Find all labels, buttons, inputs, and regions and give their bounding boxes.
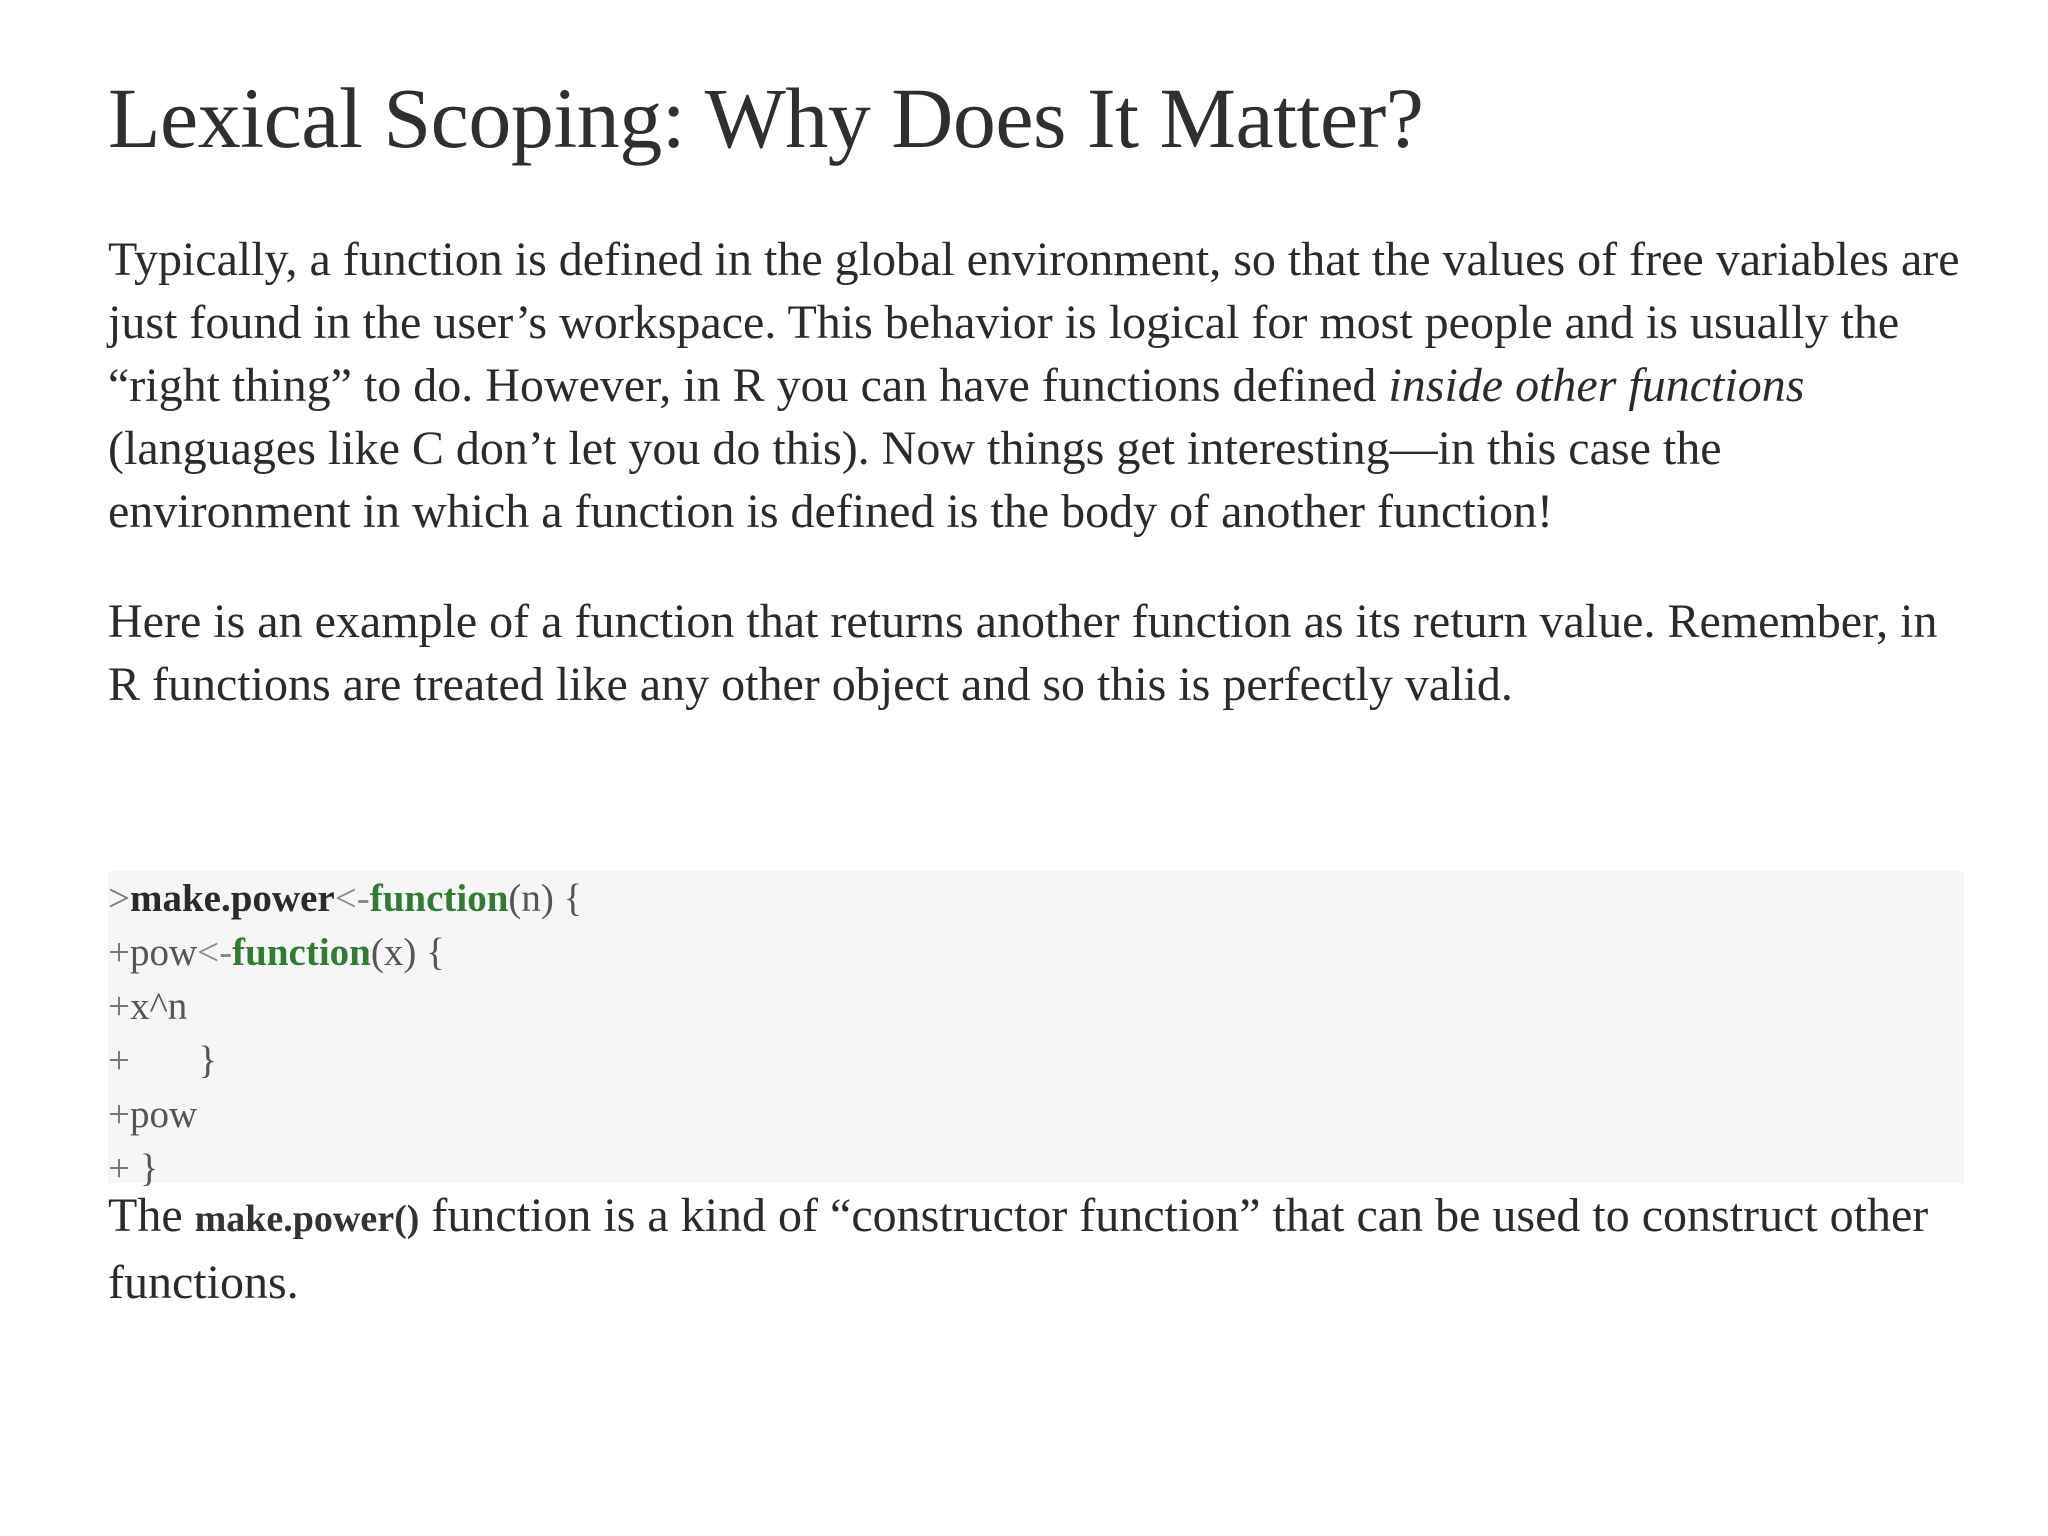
code-line xyxy=(108,1087,1964,1141)
code-line xyxy=(108,1033,1964,1087)
code-identifier: make.power xyxy=(130,877,335,920)
code-prompt: + xyxy=(108,931,130,974)
code-text: } xyxy=(130,1147,159,1190)
code-prompt: + xyxy=(108,985,130,1028)
code-keyword: function xyxy=(232,931,371,974)
paragraph-intro-text-end: (languages like C don’t let you do this). Now things get interesting—in this case the environment in which a function is defined is the body of another function! xyxy=(108,422,1722,538)
code-args: (n) { xyxy=(508,877,583,920)
code-prompt: + xyxy=(108,1147,130,1190)
code-prompt: > xyxy=(108,877,130,920)
code-line xyxy=(108,871,1964,925)
code-assign-operator: <- xyxy=(334,877,370,920)
code-line xyxy=(108,979,1964,1033)
page-title: Lexical Scoping: Why Does It Matter? xyxy=(108,70,1424,166)
paragraph-example: Here is an example of a function that returns another function as its return value. Remember, in R functions are treated like any other object and so this is perfectly valid. xyxy=(108,595,1938,711)
code-assign-operator: <- xyxy=(197,931,233,974)
code-text: pow xyxy=(130,1093,198,1136)
paragraph-constructor-text: The xyxy=(108,1189,195,1242)
code-args: (x) { xyxy=(370,931,445,974)
paragraph-intro-italic: inside other functions xyxy=(1388,359,1805,412)
code-prompt: + xyxy=(108,1039,130,1082)
inline-code: make.power() xyxy=(194,1198,420,1240)
code-keyword: function xyxy=(369,877,509,920)
paragraph-constructor xyxy=(108,1184,1968,1314)
code-line xyxy=(108,925,1964,979)
code-identifier: pow xyxy=(130,931,198,974)
code-text: x^n xyxy=(130,985,188,1028)
code-text: } xyxy=(130,1039,217,1082)
paragraph-constructor-text-end: function is a kind of “constructor function” that can be used to construct other functions. xyxy=(108,1189,1929,1309)
paragraph-intro-text: Typically, a function is defined in the global environment, so that the values of free variables are just found in the user’s workspace. This behavior is logical for most people and is usually the “right thing” to do. However, in R you can have functions defined xyxy=(108,233,1960,412)
code-block xyxy=(108,871,1964,1190)
paragraph-intro xyxy=(108,228,1968,543)
code-prompt: + xyxy=(108,1093,130,1136)
